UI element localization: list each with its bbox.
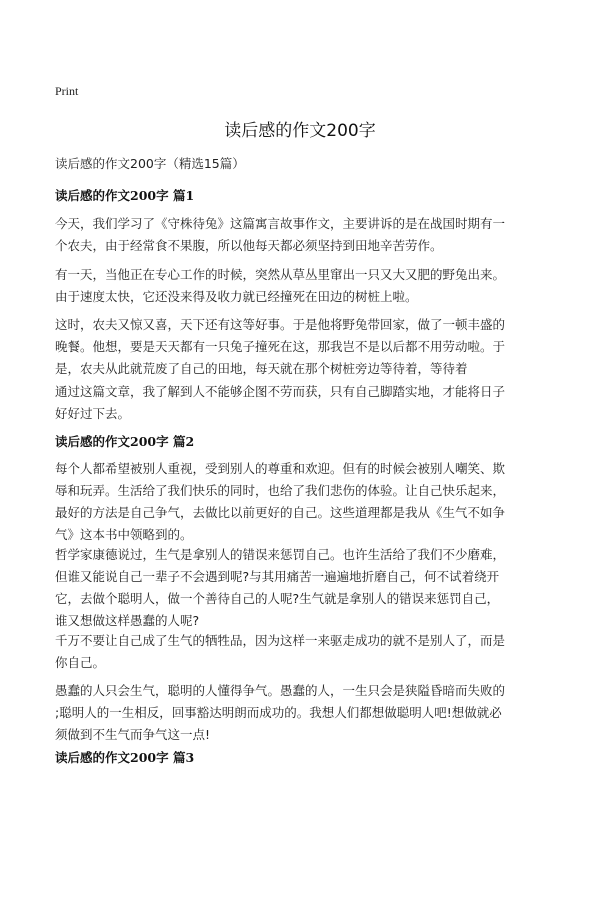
paragraph-line: 个农夫，由于经常食不果腹，所以他每天都必须坚持到田地辛苦劳作。 xyxy=(55,238,443,253)
print-link[interactable]: Print xyxy=(55,84,79,98)
paragraph-line: 好好过下去。 xyxy=(55,406,131,421)
paragraph-line: 愚蠢的人只会生气，聪明的人懂得争气。愚蠢的人，一生只会是狭隘昏暗而失败的 xyxy=(55,683,506,698)
paragraph-line: 但谁又能说自己一辈子不会遇到呢?与其用痛苦一遍遍地折磨自己，何不试着绕开 xyxy=(55,569,500,584)
paragraph-line: 是，农夫从此就荒废了自己的田地，每天就在那个树桩旁边等待着，等待着 xyxy=(55,361,468,376)
paragraph-line: 辱和玩弄。生活给了我们快乐的同时，也给了我们悲伤的体验。让自己快乐起来， xyxy=(55,483,506,498)
paragraph xyxy=(55,314,551,380)
paragraph xyxy=(55,630,551,674)
paragraph-line: 须做到不生气而争气这一点! xyxy=(55,727,211,742)
section-heading-2: 读后感的作文200字 篇2 xyxy=(55,434,195,449)
paragraph-line: 它，去做个聪明人，做一个善待自己的人呢?生气就是拿别人的错误来惩罚自己， xyxy=(55,591,500,606)
page-title: 读后感的作文200字 xyxy=(224,121,376,141)
paragraph-line: ;聪明人的一生相反，回事豁达明朗而成功的。我想人们都想做聪明人吧!想做就必 xyxy=(55,705,502,720)
paragraph-line: 今天，我们学习了《守株待兔》这篇寓言故事作文，主要讲诉的是在战国时期有一 xyxy=(55,216,506,231)
paragraph-line: 千万不要让自己成了生气的牺牲品，因为这样一来驱走成功的就不是别人了，而是 xyxy=(55,633,506,648)
paragraph xyxy=(55,381,551,425)
paragraph xyxy=(55,213,551,257)
paragraph xyxy=(55,264,551,308)
paragraph-line: 通过这篇文章，我了解到人不能够企图不劳而获，只有自己脚踏实地，才能将日子 xyxy=(55,384,506,399)
document-subtitle: 读后感的作文200字（精选15篇） xyxy=(55,156,245,171)
paragraph-line: 哲学家康德说过，生气是拿别人的错误来惩罚自己。也许生活给了我们不少磨难， xyxy=(55,547,506,562)
section-heading-1: 读后感的作文200字 篇1 xyxy=(55,188,195,203)
paragraph-line: 晚餐。他想，要是天天都有一只兔子撞死在这，那我岂不是以后都不用劳动啦。于 xyxy=(55,339,506,354)
section-heading-3: 读后感的作文200字 篇3 xyxy=(55,750,195,765)
paragraph-line: 这时，农夫又惊又喜，天下还有这等好事。于是他将野兔带回家，做了一顿丰盛的 xyxy=(55,317,506,332)
paragraph-line: 谁又想做这样愚蠢的人呢? xyxy=(55,613,200,628)
paragraph-line: 气》这本书中领略到的。 xyxy=(55,527,193,542)
paragraph-line: 有一天，当他正在专心工作的时候，突然从草丛里窜出一只又大又肥的野兔出来。 xyxy=(55,267,506,282)
paragraph-line: 由于速度太快，它还没来得及收力就已经撞死在田边的树桩上啦。 xyxy=(55,289,418,304)
paragraph-line: 每个人都希望被别人重视，受到别人的尊重和欢迎。但有的时候会被别人嘲笑、欺 xyxy=(55,461,506,476)
paragraph xyxy=(55,458,551,546)
paragraph xyxy=(55,544,551,632)
paragraph xyxy=(55,680,551,746)
paragraph-line: 你自己。 xyxy=(55,655,106,670)
paragraph-line: 最好的方法是自己争气，去做比以前更好的自己。这些道理都是我从《生气不如争 xyxy=(55,505,506,520)
